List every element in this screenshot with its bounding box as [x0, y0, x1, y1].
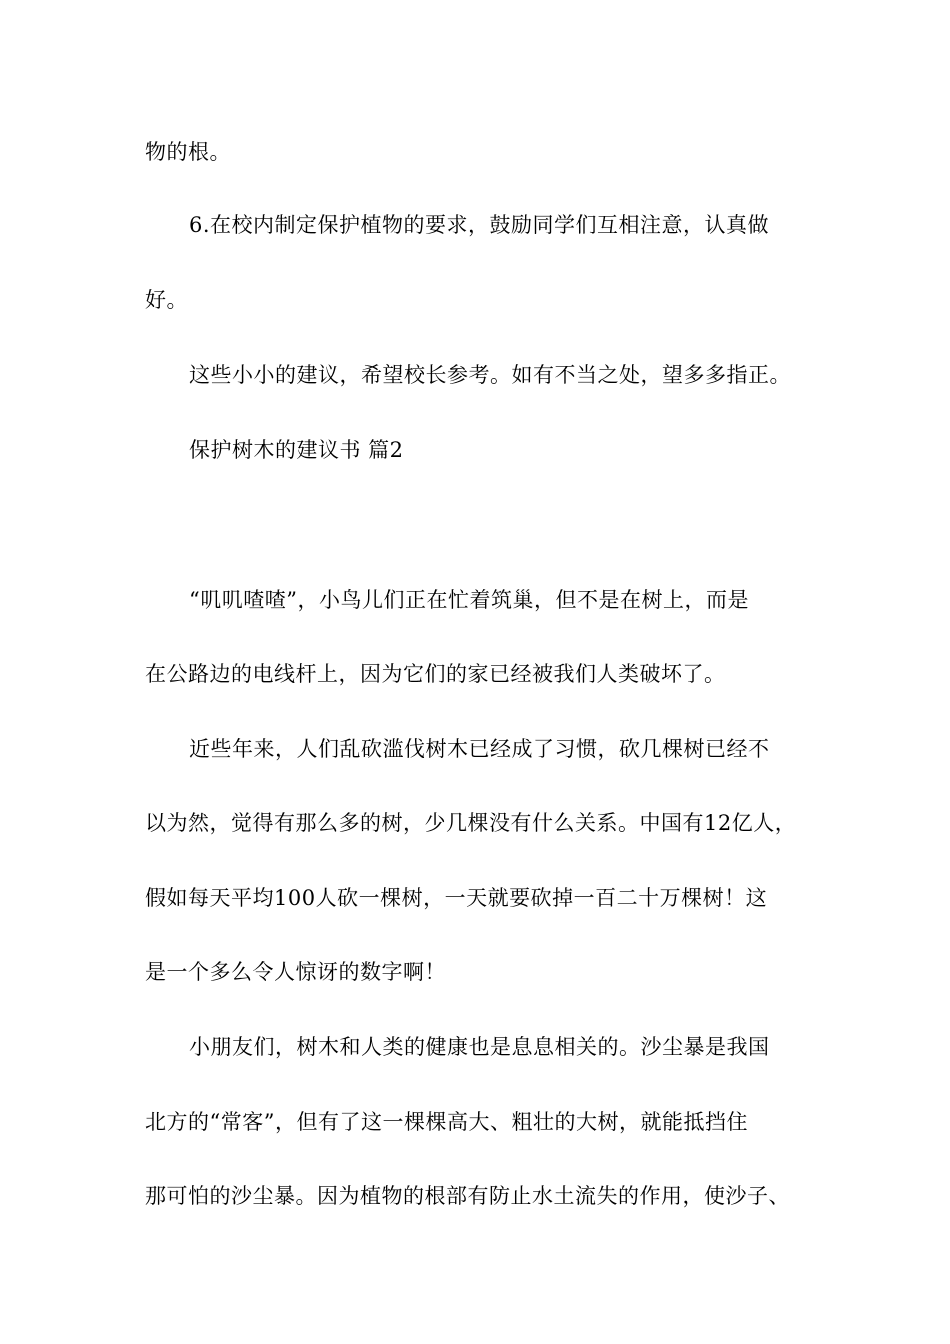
- paragraph-line: 在公路边的电线杆上，因为它们的家已经被我们人类破坏了。: [145, 662, 726, 686]
- paragraph-line: 是一个多么令人惊讶的数字啊！: [145, 960, 446, 984]
- paragraph-line: 物的根。: [145, 140, 231, 164]
- section-heading: 保护树木的建议书 篇2: [189, 438, 404, 462]
- paragraph-line: 好。: [145, 288, 188, 312]
- paragraph-line: 北方的“常客”，但有了这一棵棵高大、粗壮的大树，就能抵挡住: [145, 1110, 748, 1134]
- paragraph-line: 小朋友们，树木和人类的健康也是息息相关的。沙尘暴是我国: [189, 1035, 770, 1059]
- paragraph-line: 那可怕的沙尘暴。因为植物的根部有防止水土流失的作用，使沙子、: [145, 1184, 790, 1208]
- paragraph-line: 6.在校内制定保护植物的要求，鼓励同学们互相注意，认真做: [189, 213, 770, 237]
- paragraph-line: 以为然，觉得有那么多的树，少几棵没有什么关系。中国有12亿人，: [145, 811, 797, 835]
- paragraph-line: 近些年来，人们乱砍滥伐树木已经成了习惯，砍几棵树已经不: [189, 737, 770, 761]
- paragraph-line: 假如每天平均100人砍一棵树，一天就要砍掉一百二十万棵树！这: [145, 886, 768, 910]
- paragraph-line: 这些小小的建议，希望校长参考。如有不当之处，望多多指正。: [189, 363, 791, 387]
- paragraph-line: “叽叽喳喳”，小鸟儿们正在忙着筑巢，但不是在树上，而是: [189, 588, 749, 612]
